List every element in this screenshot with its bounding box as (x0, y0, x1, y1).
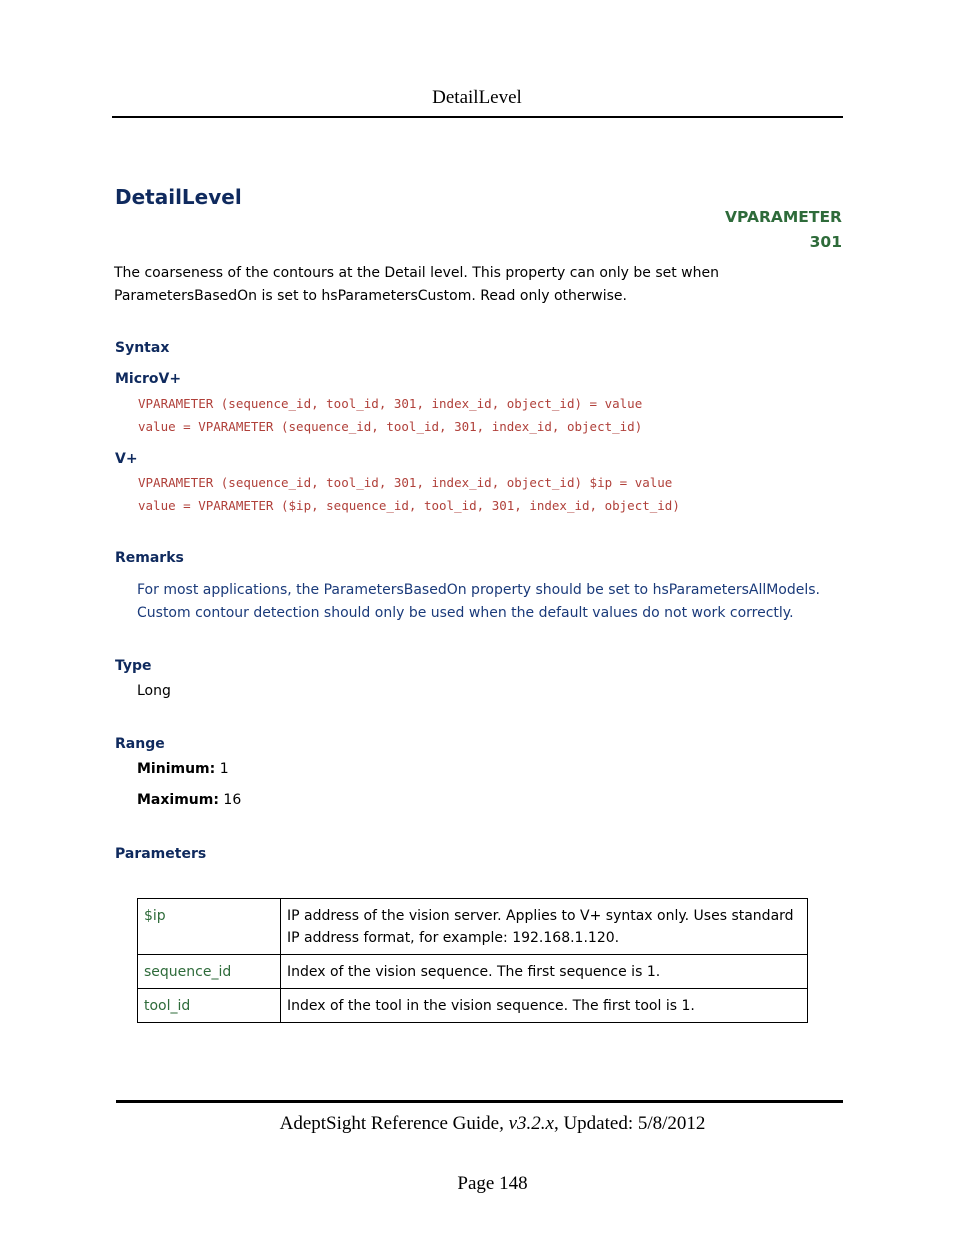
command-name: VPARAMETER (725, 208, 842, 226)
param-name: tool_id (138, 989, 281, 1023)
table-row (138, 899, 808, 955)
parameters-table (137, 898, 808, 1023)
page-title: DetailLevel (115, 185, 242, 209)
guide-name: AdeptSight Reference Guide (279, 1113, 500, 1134)
param-description: Index of the vision sequence. The first sequence is 1. (281, 955, 808, 989)
header-rule (112, 116, 843, 118)
maximum-value: 16 (223, 792, 242, 808)
minimum-value: 1 (219, 761, 229, 777)
maximum-label: Maximum: (137, 792, 219, 808)
vplus-heading: V+ (115, 451, 138, 467)
page-number: Page 148 (457, 1173, 528, 1194)
running-header: DetailLevel (432, 87, 522, 108)
command-number: 301 (809, 233, 842, 251)
guide-version: , v3.2.x (499, 1113, 554, 1134)
minimum-label: Minimum: (137, 761, 216, 777)
code-line: value = VPARAMETER ($ip, sequence_id, tool_id, 301, index_id, object_id) (138, 498, 680, 513)
code-line: VPARAMETER (sequence_id, tool_id, 301, index_id, object_id) $ip = value (138, 475, 673, 490)
type-heading: Type (115, 658, 152, 674)
param-description: Index of the tool in the vision sequence. The first tool is 1. (281, 989, 808, 1023)
description: The coarseness of the contours at the Detail level. This property can only be set when ParametersBasedOn is set to hsParametersCustom. Read only otherwise. (114, 265, 719, 304)
parameters-heading: Parameters (115, 846, 207, 862)
range-minimum (137, 761, 229, 777)
table-row (138, 989, 808, 1023)
syntax-heading: Syntax (115, 340, 170, 356)
remarks-heading: Remarks (115, 550, 184, 566)
footer-rule (116, 1100, 843, 1103)
table-row (138, 955, 808, 989)
remarks-text: For most applications, the ParametersBasedOn property should be set to hsParametersAllModels. Custom contour detection should only be used when the default values do not work correctly. (137, 582, 821, 621)
range-maximum (137, 792, 241, 808)
microv-heading: MicroV+ (115, 371, 182, 387)
code-line: value = VPARAMETER (sequence_id, tool_id, 301, index_id, object_id) (138, 419, 643, 434)
param-name: $ip (138, 899, 281, 955)
param-description: IP address of the vision server. Applies to V+ syntax only. Uses standard IP address format, for example: 192.168.1.120. (281, 899, 808, 955)
range-heading: Range (115, 736, 165, 752)
param-name: sequence_id (138, 955, 281, 989)
guide-updated: , Updated: 5/8/2012 (553, 1113, 706, 1134)
code-line: VPARAMETER (sequence_id, tool_id, 301, index_id, object_id) = value (138, 396, 643, 411)
type-value: Long (137, 683, 171, 699)
footer-guide-line (0, 1113, 954, 1135)
